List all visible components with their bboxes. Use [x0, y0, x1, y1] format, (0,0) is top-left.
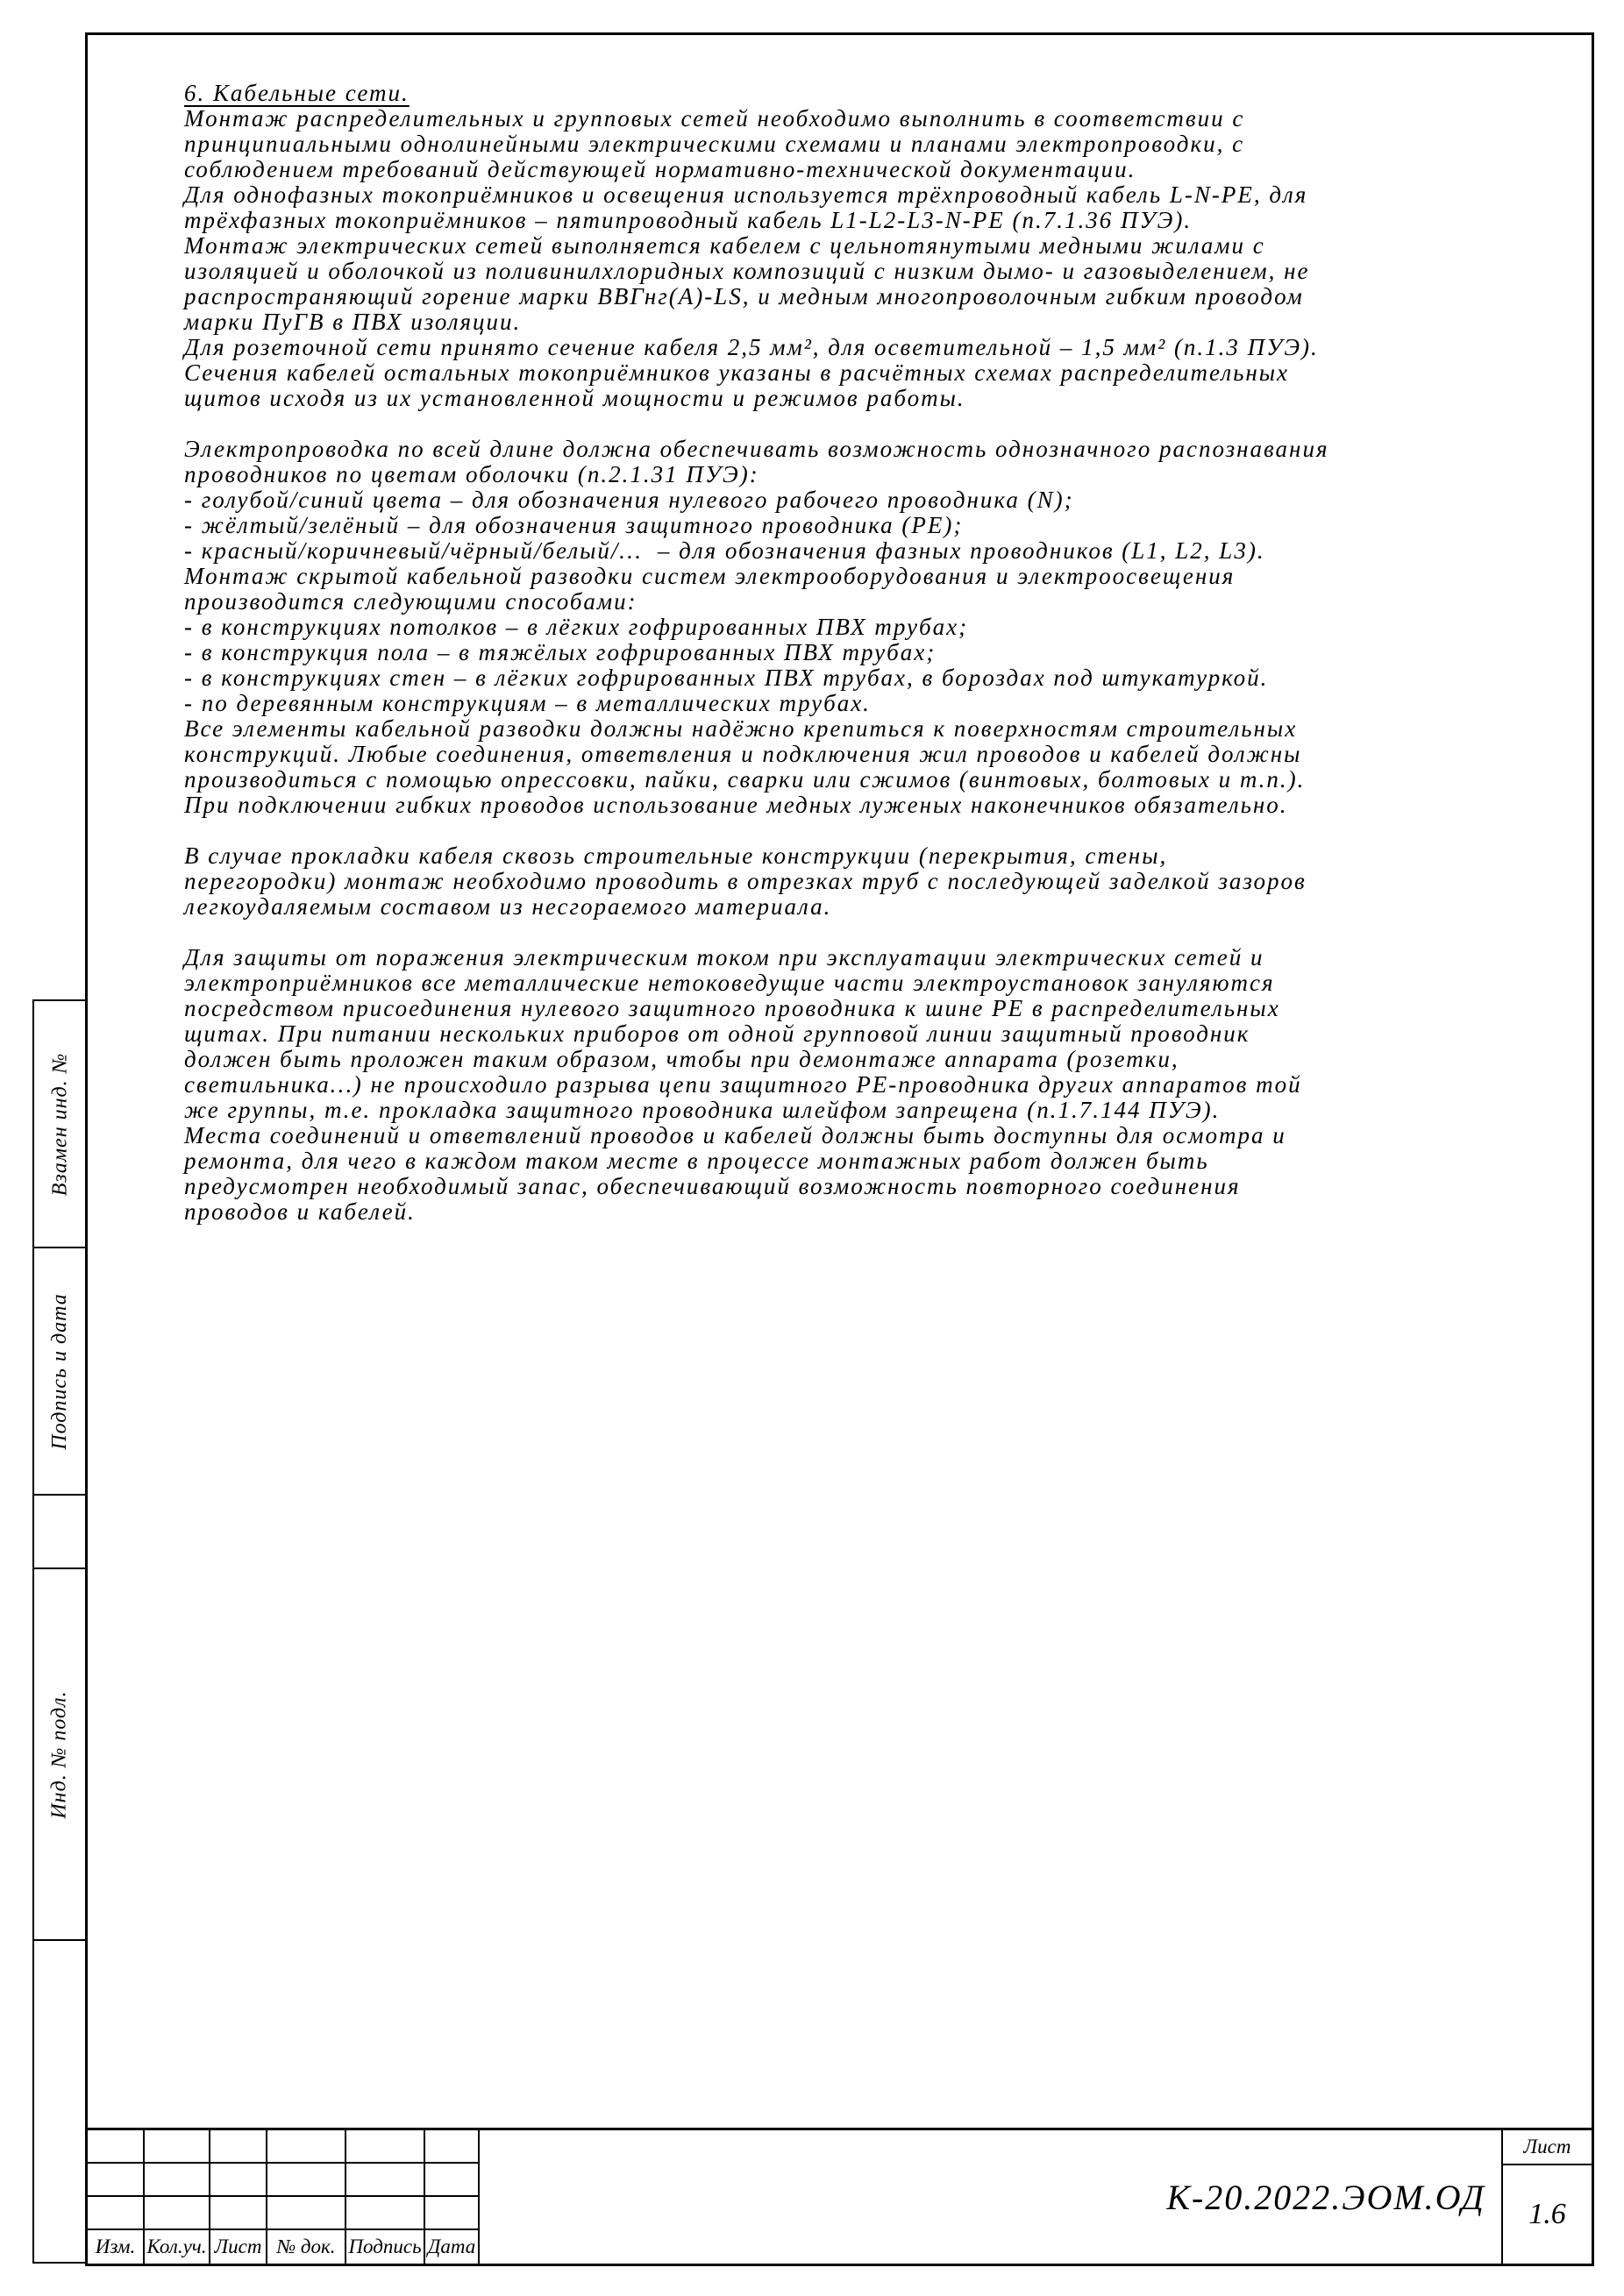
sidebar-box-podpis-data	[32, 1247, 88, 1496]
content-area	[184, 81, 1583, 1225]
text-line: принципиальными однолинейными электрическими схемами и планами электропроводки, с	[184, 131, 1245, 157]
text-line: соблюдением требований действующей нормативно-технической документации.	[184, 156, 1136, 182]
revision-cell	[210, 2130, 267, 2164]
sidebar-box-ind-podl	[32, 1567, 88, 1941]
revision-header-list: Лист	[210, 2230, 267, 2264]
revision-header-koluch: Кол.уч.	[145, 2230, 210, 2264]
revision-cell	[267, 2197, 346, 2230]
text-line: - по деревянным конструкциям – в металлических трубах.	[184, 690, 871, 716]
text-line: Монтаж скрытой кабельной разводки систем электрооборудования и электроосвещения	[184, 563, 1236, 589]
text-line: трёхфазных токоприёмников – пятипроводный кабель L1-L2-L3-N-PE (п.7.1.36 ПУЭ).	[184, 207, 1193, 233]
title-block	[88, 2128, 1592, 2264]
sheet-box	[1501, 2130, 1592, 2264]
sidebar-box-empty-2	[32, 1939, 88, 2264]
text-line: должен быть проложен таким образом, чтобы при демонтаже аппарата (розетки,	[184, 1046, 1179, 1072]
doc-number: К-20.2022.ЭОМ.ОД	[1166, 2177, 1485, 2217]
revision-cell	[267, 2164, 346, 2197]
text-line: ремонта, для чего в каждом таком месте в процессе монтажных работ должен быть	[184, 1148, 1209, 1174]
text-line: марки ПуГВ в ПВХ изоляции.	[184, 309, 522, 335]
text-line: Все элементы кабельной разводки должны надёжно крепиться к поверхностям строительных	[184, 715, 1298, 742]
sidebar-label-podpis-data: Подпись и дата	[48, 1292, 71, 1450]
revision-cell	[346, 2197, 425, 2230]
revision-cell	[210, 2164, 267, 2197]
page-frame	[85, 32, 1594, 2266]
revision-header-data: Дата	[427, 2236, 476, 2257]
text-line: При подключении гибких проводов использование медных луженых наконечников обязательно.	[184, 792, 1288, 818]
text-line: В случае прокладки кабеля сквозь строительные конструкции (перекрытия, стены,	[184, 842, 1168, 869]
revision-cell	[425, 2164, 478, 2197]
text-line: производиться с помощью опрессовки, пайки, сварки или сжимов (винтовых, болтовых и т.п.).	[184, 766, 1306, 793]
revision-cell	[425, 2130, 478, 2164]
text-line: Электропроводка по всей длине должна обеспечивать возможность однозначного распознавания	[184, 436, 1329, 462]
revision-cell	[88, 2197, 145, 2230]
text-line	[184, 818, 1583, 843]
revision-header-izm: Изм.	[88, 2230, 145, 2264]
text-line: производится следующими способами:	[184, 588, 637, 615]
sheet-label: Лист	[1503, 2130, 1592, 2165]
text-line: Сечения кабелей остальных токоприёмников указаны в расчётных схемах распределительных	[184, 359, 1290, 386]
text-line: щитах. При питании нескольких приборов от одной групповой линии защитный проводник	[184, 1020, 1250, 1047]
revision-cell	[145, 2164, 210, 2197]
text-line: Монтаж электрических сетей выполняется кабелем с цельнотянутыми медными жилами с	[184, 232, 1265, 259]
text-line: перегородки) монтаж необходимо проводить в отрезках труб с последующей заделкой зазоров	[184, 868, 1307, 894]
sidebar-label-ind-podl: Инд. № подл.	[48, 1689, 72, 1819]
sidebar-box-empty-1	[32, 1494, 88, 1569]
revision-header-podpis: Подпись	[346, 2230, 425, 2264]
text-line: Монтаж распределительных и групповых сетей необходимо выполнить в соответствии с	[184, 105, 1245, 132]
text-line: - в конструкциях потолков – в лёгких гофрированных ПВХ трубах;	[184, 614, 969, 640]
revision-cell	[346, 2164, 425, 2197]
revision-cell	[346, 2130, 425, 2164]
text-line: проводов и кабелей.	[184, 1198, 416, 1225]
sidebar-box-vzamen-ind	[32, 999, 88, 1248]
text-line: конструкций. Любые соединения, ответвления и подключения жил проводов и кабелей должны	[184, 741, 1302, 767]
revision-cell	[145, 2197, 210, 2230]
sheet-number: 1.6	[1528, 2198, 1566, 2230]
text-line: легкоудаляемым составом из несгораемого материала.	[184, 893, 832, 920]
revision-cell	[88, 2130, 145, 2164]
text-line: светильника…) не происходило разрыва цепи защитного PE-проводника других аппаратов той	[184, 1071, 1302, 1098]
text-line: электроприёмников все металлические нетоковедущие части электроустановок зануляются	[184, 970, 1275, 996]
revision-cell	[210, 2197, 267, 2230]
text-line: - красный/коричневый/чёрный/белый/… – для обозначения фазных проводников (L1, L2, L3).	[184, 537, 1265, 564]
text-line	[184, 411, 1583, 437]
revision-header-ndok: № док.	[267, 2230, 346, 2264]
revision-cell	[88, 2164, 145, 2197]
text-line	[184, 920, 1583, 945]
revision-cell	[425, 2197, 478, 2230]
text-line: Для однофазных токоприёмников и освещения используется трёхпроводный кабель L-N-PE, для	[184, 181, 1308, 208]
text-line: щитов исходя из их установленной мощности и режимов работы.	[184, 385, 965, 411]
sidebar-label-vzamen-ind: Взамен инд. №	[48, 1052, 72, 1196]
text-line: Места соединений и ответвлений проводов и кабелей должны быть доступны для осмотра и	[184, 1122, 1286, 1148]
revision-cell	[145, 2130, 210, 2164]
text-line: изоляцией и оболочкой из поливинилхлоридных композиций с низким дымо- и газовыделением, не	[184, 258, 1310, 284]
text-body	[184, 106, 1583, 1225]
text-line: - в конструкция пола – в тяжёлых гофрированных ПВХ трубах;	[184, 639, 937, 665]
text-line: же группы, т.е. прокладка защитного проводника шлейфом запрещена (п.1.7.144 ПУЭ).	[184, 1097, 1221, 1123]
text-line: Для розеточной сети принято сечение кабеля 2,5 мм², для осветительной – 1,5 мм² (п.1.3 ПУЭ).	[184, 334, 1319, 360]
text-line: посредством присоединения нулевого защитного проводника к шине PE в распределительных	[184, 995, 1280, 1021]
text-line: - жёлтый/зелёный – для обозначения защитного проводника (PE);	[184, 512, 964, 538]
text-line: - голубой/синий цвета – для обозначения нулевого рабочего проводника (N);	[184, 487, 1074, 513]
text-line: - в конструкциях стен – в лёгких гофрированных ПВХ трубах, в бороздах под штукатуркой.	[184, 665, 1269, 691]
section-heading: 6. Кабельные сети.	[184, 80, 410, 106]
text-line: проводников по цветам оболочки (п.2.1.31 ПУЭ):	[184, 461, 759, 487]
text-line: распространяющий горение марки ВВГнг(А)-LS, и медным многопроволочным гибким проводом	[184, 283, 1304, 309]
revision-table	[88, 2130, 480, 2264]
revision-cell	[267, 2130, 346, 2164]
text-line: Для защиты от поражения электрическим током при эксплуатации электрических сетей и	[184, 944, 1264, 970]
text-line: предусмотрен необходимый запас, обеспечивающий возможность повторного соединения	[184, 1173, 1241, 1199]
